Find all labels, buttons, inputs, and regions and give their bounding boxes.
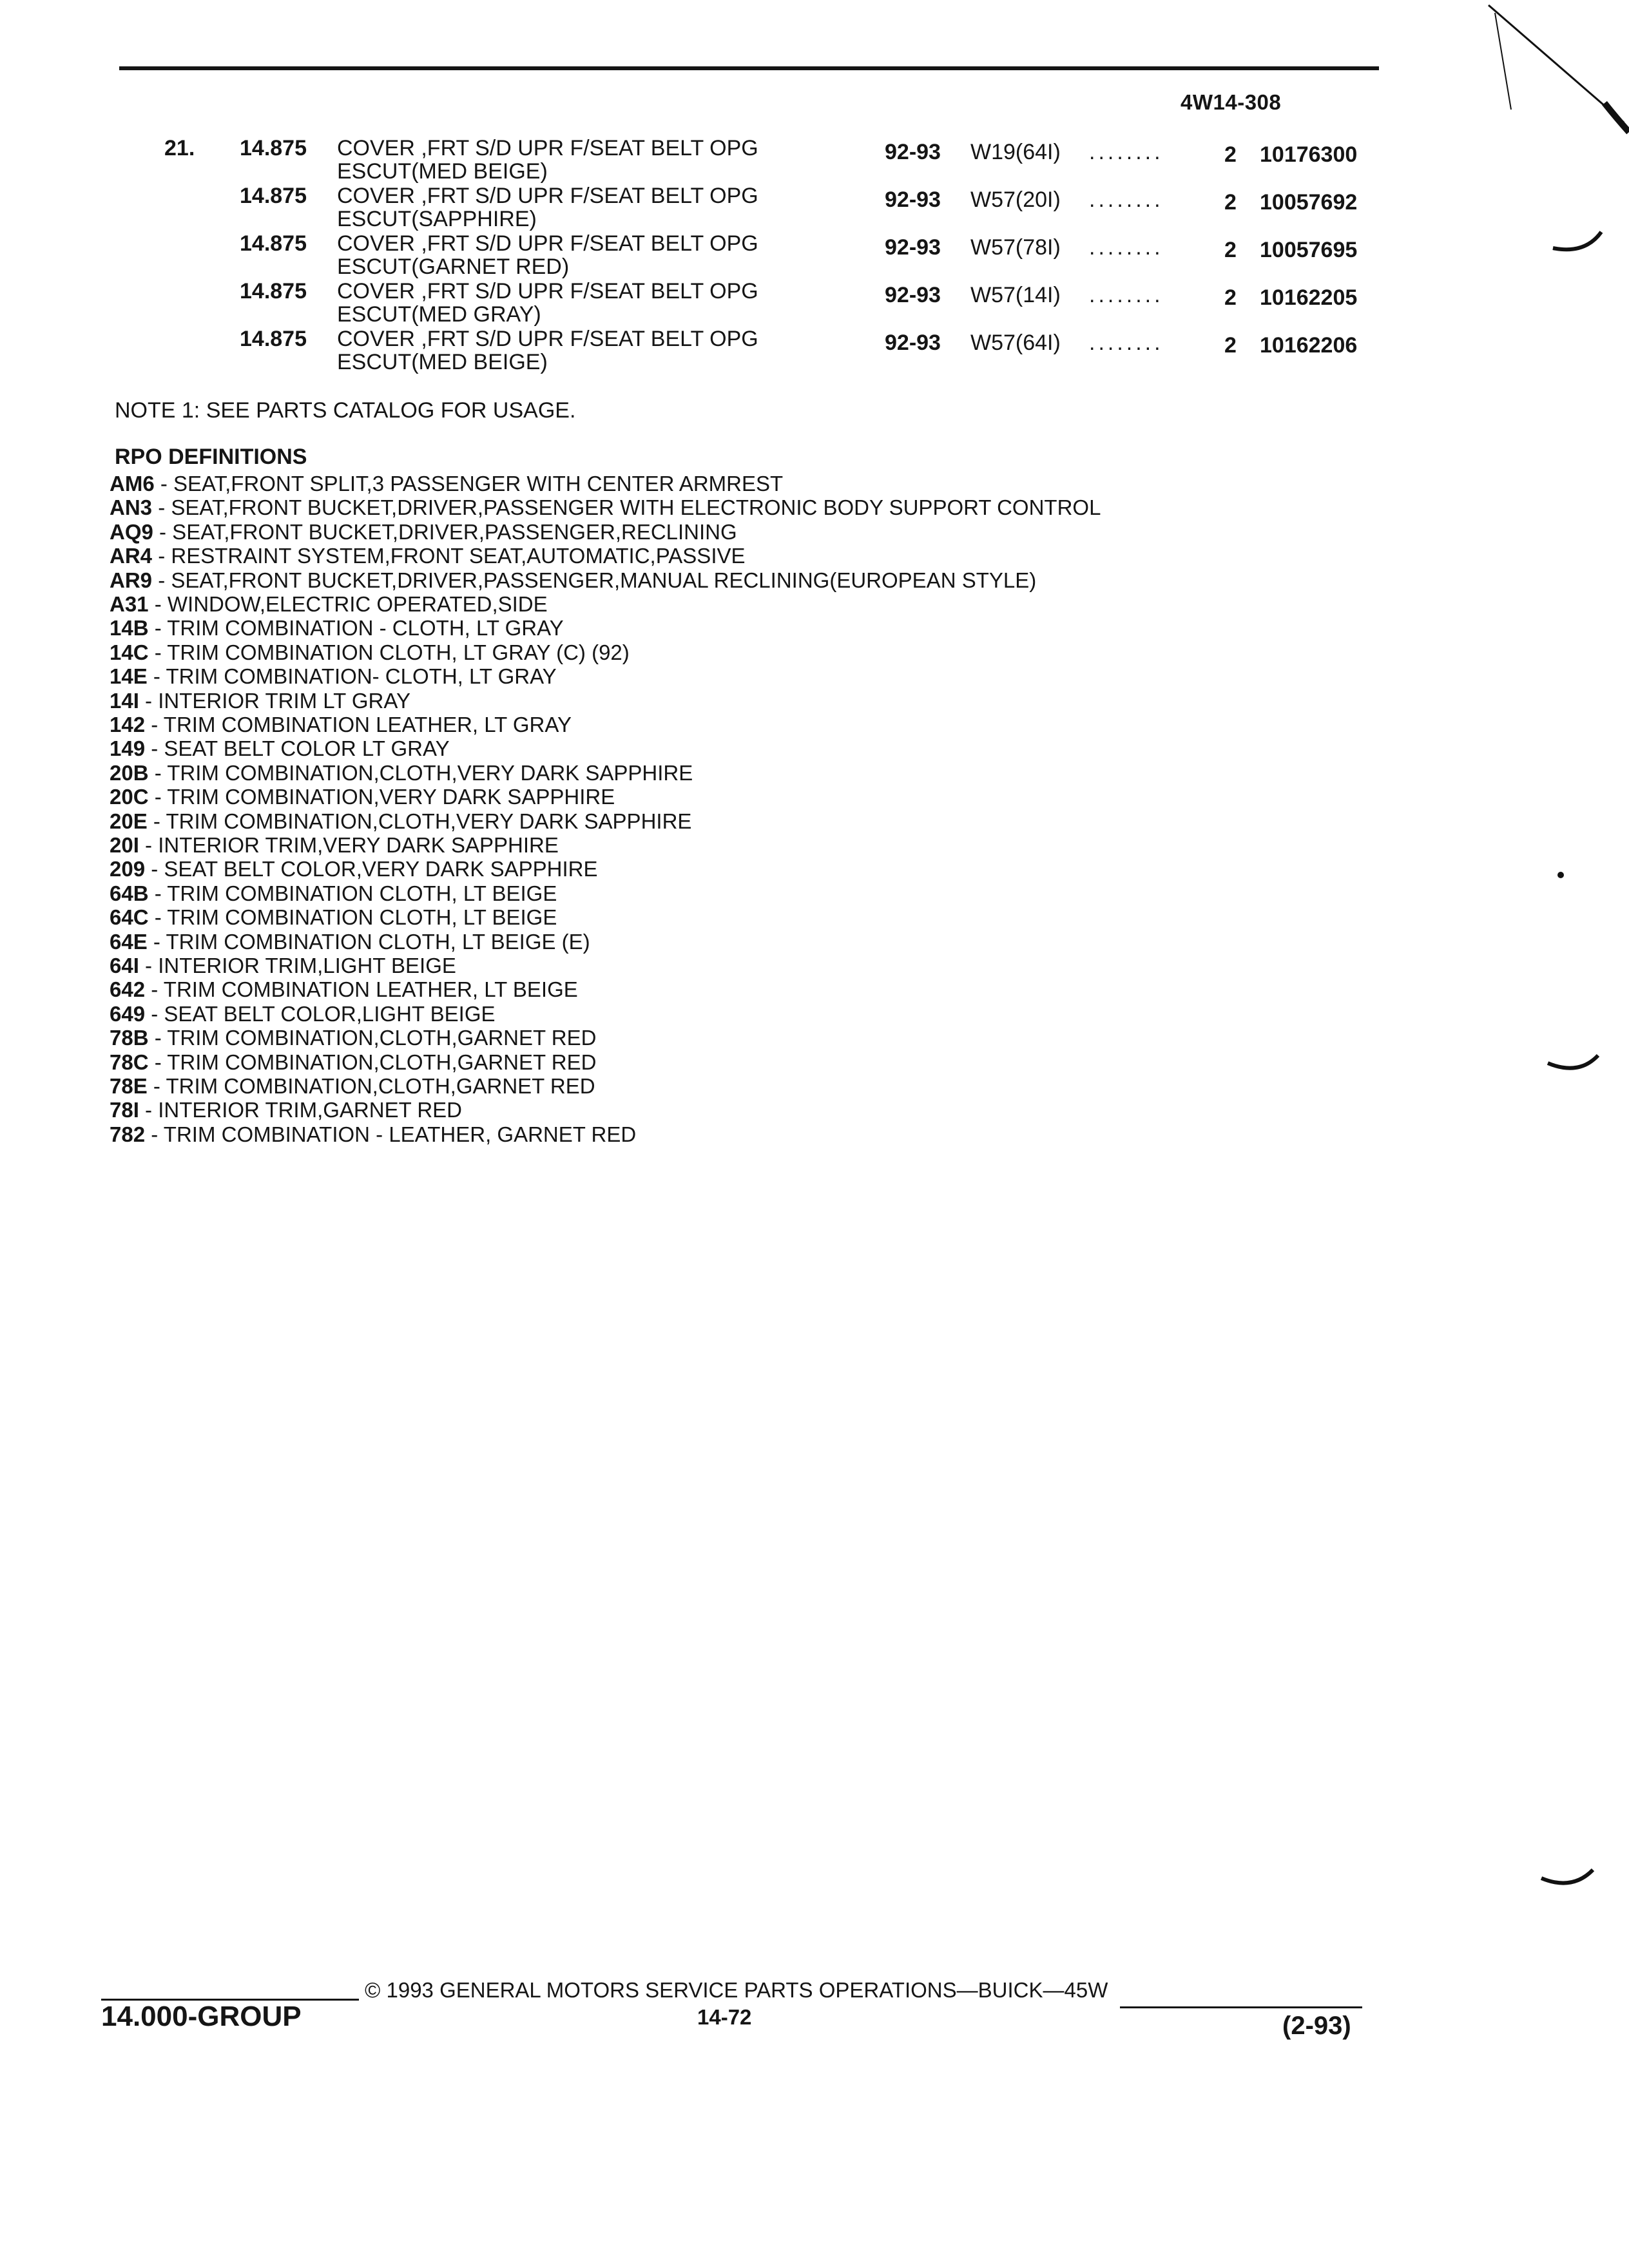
footer-copyright: © 1993 GENERAL MOTORS SERVICE PARTS OPERATIONS—BUICK—45W (365, 1978, 1108, 2002)
rpo-definition (110, 809, 691, 833)
rpo-code: AR4 (110, 544, 153, 568)
rpo-description: - SEAT,FRONT BUCKET,DRIVER,PASSENGER WITH ELECTRONIC BODY SUPPORT CONTROL (152, 495, 1101, 520)
group-number: 14.875 (240, 231, 307, 256)
rpo-code: 20E (110, 809, 148, 833)
model-years: 92-93 (885, 331, 941, 355)
scan-line-mark (1495, 13, 1511, 110)
rpo-code: 209 (110, 857, 146, 881)
rpo-description: - TRIM COMBINATION,CLOTH,VERY DARK SAPPHIRE (147, 809, 692, 833)
rpo-description: - SEAT,FRONT BUCKET,DRIVER,PASSENGER,MANUAL RECLINING(EUROPEAN STYLE) (152, 568, 1037, 592)
rpo-definition (110, 1098, 462, 1122)
rpo-code: 14E (110, 664, 148, 689)
rpo-definition (110, 736, 450, 760)
rpo-definition (110, 1002, 496, 1026)
rpo-description: - TRIM COMBINATION,CLOTH,VERY DARK SAPPHIRE (148, 760, 693, 785)
rpo-definition (110, 785, 615, 809)
rpo-description: - SEAT BELT COLOR LT GRAY (145, 736, 450, 761)
group-number: 14.875 (240, 184, 307, 208)
ref-number: 21. (164, 136, 195, 160)
model-years: 92-93 (885, 235, 941, 260)
rpo-definition (110, 930, 590, 954)
binder-hole-mark (1541, 1870, 1593, 1883)
description-line-2: ESCUT(GARNET RED) (337, 255, 570, 279)
quantity: 2 (1224, 238, 1237, 262)
binder-hole-mark (1553, 232, 1601, 249)
description-line-1: COVER ,FRT S/D UPR F/SEAT BELT OPG (337, 136, 758, 160)
rpo-code: AM6 (110, 472, 155, 495)
rpo-code: AQ9 (110, 519, 153, 544)
description-line-2: ESCUT(MED BEIGE) (337, 159, 548, 184)
rpo-code: 64B (110, 881, 149, 905)
rpo-code: 64I (110, 954, 139, 977)
description-line-2: ESCUT(MED BEIGE) (337, 350, 548, 374)
rpo-code: 20I (110, 833, 139, 857)
rpo-definition (110, 905, 557, 929)
rpo-code: 149 (110, 736, 146, 761)
revision-date: (2-93) (1282, 2012, 1351, 2040)
parts-row (0, 182, 1629, 229)
rpo-code: 782 (110, 1122, 146, 1146)
leader-dots: ........ (1089, 140, 1164, 164)
rpo-code: 642 (110, 977, 146, 1002)
leader-dots: ........ (1089, 331, 1164, 355)
leader-dots: ........ (1089, 283, 1164, 307)
rpo-description: - TRIM COMBINATION CLOTH, LT GRAY (C) (92) (148, 640, 630, 664)
rpo-code: 142 (110, 713, 146, 736)
header-rule (119, 66, 1379, 70)
rpo-definition (110, 1026, 596, 1050)
rpo-description: - TRIM COMBINATION LEATHER, LT BEIGE (145, 977, 578, 1002)
rpo-code: 78B (110, 1026, 149, 1050)
rpo-definition (110, 520, 737, 544)
rpo-description: - TRIM COMBINATION LEATHER, LT GRAY (145, 713, 572, 736)
rpo-code: 649 (110, 1001, 146, 1026)
rpo-code: 78I (110, 1098, 139, 1122)
rpo-definition (110, 472, 783, 495)
rpo-code: AR9 (110, 568, 153, 592)
description-line-1: COVER ,FRT S/D UPR F/SEAT BELT OPG (337, 327, 758, 351)
rpo-definition (110, 1122, 636, 1146)
footer-rule-right (1120, 2006, 1362, 2008)
group-number: 14.875 (240, 327, 307, 351)
rpo-definition (110, 857, 597, 881)
parts-row (0, 134, 1629, 182)
rpo-definition (110, 1074, 595, 1098)
scan-speck (1557, 872, 1564, 878)
rpo-description: - INTERIOR TRIM,VERY DARK SAPPHIRE (139, 833, 559, 857)
rpo-description: - INTERIOR TRIM LT GRAY (139, 688, 410, 713)
rpo-description: - RESTRAINT SYSTEM,FRONT SEAT,AUTOMATIC,PASSIVE (152, 544, 746, 568)
rpo-definition (110, 954, 456, 977)
catalog-code: 4W14-308 (1181, 90, 1282, 114)
rpo-description: - INTERIOR TRIM,GARNET RED (139, 1098, 463, 1122)
parts-row (0, 229, 1629, 277)
part-number: 10057692 (1260, 190, 1358, 215)
rpo-definition (110, 495, 1101, 519)
part-number: 10176300 (1260, 142, 1358, 167)
rpo-definition (110, 881, 557, 905)
group-number: 14.875 (240, 279, 307, 303)
binder-hole-mark (1548, 1055, 1598, 1068)
scan-artifacts (1463, 0, 1629, 2268)
page-number: 14-72 (697, 2005, 752, 2029)
rpo-definition (110, 664, 557, 688)
rpo-code: 14I (110, 688, 139, 713)
rpo-description: - SEAT,FRONT SPLIT,3 PASSENGER WITH CENTER ARMREST (154, 472, 784, 495)
rpo-code: 64E (110, 929, 148, 954)
description-line-2: ESCUT(SAPPHIRE) (337, 207, 537, 231)
description-line-1: COVER ,FRT S/D UPR F/SEAT BELT OPG (337, 184, 758, 208)
rpo-definition (110, 833, 559, 857)
description-line-1: COVER ,FRT S/D UPR F/SEAT BELT OPG (337, 231, 758, 256)
rpo-description: - INTERIOR TRIM,LIGHT BEIGE (139, 954, 456, 977)
parts-row (0, 277, 1629, 325)
rpo-definition (110, 761, 693, 785)
quantity: 2 (1224, 190, 1237, 215)
rpo-definition (110, 640, 630, 664)
rpo-description: - TRIM COMBINATION,CLOTH,GARNET RED (148, 1050, 597, 1074)
rpo-definition (110, 713, 572, 736)
rpo-description: - TRIM COMBINATION - CLOTH, LT GRAY (148, 616, 564, 640)
quantity: 2 (1224, 333, 1237, 358)
rpo-description: - TRIM COMBINATION,CLOTH,GARNET RED (147, 1074, 595, 1098)
rpo-code: 64C (110, 905, 149, 930)
part-number: 10057695 (1260, 238, 1358, 262)
rpo-definition (110, 977, 578, 1001)
rpo-description: - TRIM COMBINATION,VERY DARK SAPPHIRE (148, 785, 615, 809)
rpo-description: - TRIM COMBINATION CLOTH, LT BEIGE (148, 881, 557, 905)
rpo-description: - TRIM COMBINATION CLOTH, LT BEIGE (148, 905, 557, 930)
option-code: W57(78I) (970, 235, 1061, 260)
rpo-code: 78C (110, 1050, 149, 1074)
model-years: 92-93 (885, 283, 941, 307)
leader-dots: ........ (1089, 187, 1164, 212)
rpo-definition (110, 568, 1036, 592)
rpo-code: 78E (110, 1074, 148, 1098)
rpo-definition (110, 592, 548, 616)
rpo-description: - SEAT BELT COLOR,LIGHT BEIGE (145, 1001, 496, 1026)
leader-dots: ........ (1089, 235, 1164, 260)
rpo-code: 20C (110, 785, 149, 809)
quantity: 2 (1224, 142, 1237, 167)
group-number: 14.875 (240, 136, 307, 160)
rpo-description: - SEAT BELT COLOR,VERY DARK SAPPHIRE (145, 857, 598, 881)
parts-row (0, 325, 1629, 372)
usage-note: NOTE 1: SEE PARTS CATALOG FOR USAGE. (115, 398, 576, 423)
option-code: W57(14I) (970, 283, 1061, 307)
footer-group-label: 14.000-GROUP (101, 2001, 302, 2032)
scan-line-mark (1605, 103, 1629, 132)
model-years: 92-93 (885, 187, 941, 212)
rpo-code: A31 (110, 592, 149, 616)
option-code: W57(64I) (970, 331, 1061, 355)
rpo-definition (110, 1050, 596, 1074)
rpo-definition (110, 689, 410, 713)
rpo-code: 14B (110, 616, 149, 640)
rpo-description: - TRIM COMBINATION CLOTH, LT BEIGE (E) (147, 929, 590, 954)
model-years: 92-93 (885, 140, 941, 164)
rpo-description: - TRIM COMBINATION - LEATHER, GARNET RED (145, 1122, 637, 1146)
rpo-description: - SEAT,FRONT BUCKET,DRIVER,PASSENGER,RECLINING (153, 519, 737, 544)
rpo-description: - TRIM COMBINATION- CLOTH, LT GRAY (147, 664, 557, 689)
description-line-2: ESCUT(MED GRAY) (337, 302, 541, 327)
rpo-description: - TRIM COMBINATION,CLOTH,GARNET RED (148, 1026, 597, 1050)
quantity: 2 (1224, 285, 1237, 310)
description-line-1: COVER ,FRT S/D UPR F/SEAT BELT OPG (337, 279, 758, 303)
rpo-code: 14C (110, 640, 149, 664)
option-code: W57(20I) (970, 187, 1061, 212)
rpo-definition (110, 616, 564, 640)
rpo-definitions-title: RPO DEFINITIONS (115, 445, 307, 469)
rpo-description: - WINDOW,ELECTRIC OPERATED,SIDE (148, 592, 548, 616)
rpo-code: AN3 (110, 495, 153, 520)
part-number: 10162205 (1260, 285, 1358, 310)
rpo-code: 20B (110, 760, 149, 785)
option-code: W19(64I) (970, 140, 1061, 164)
part-number: 10162206 (1260, 333, 1358, 358)
rpo-definition (110, 544, 746, 568)
